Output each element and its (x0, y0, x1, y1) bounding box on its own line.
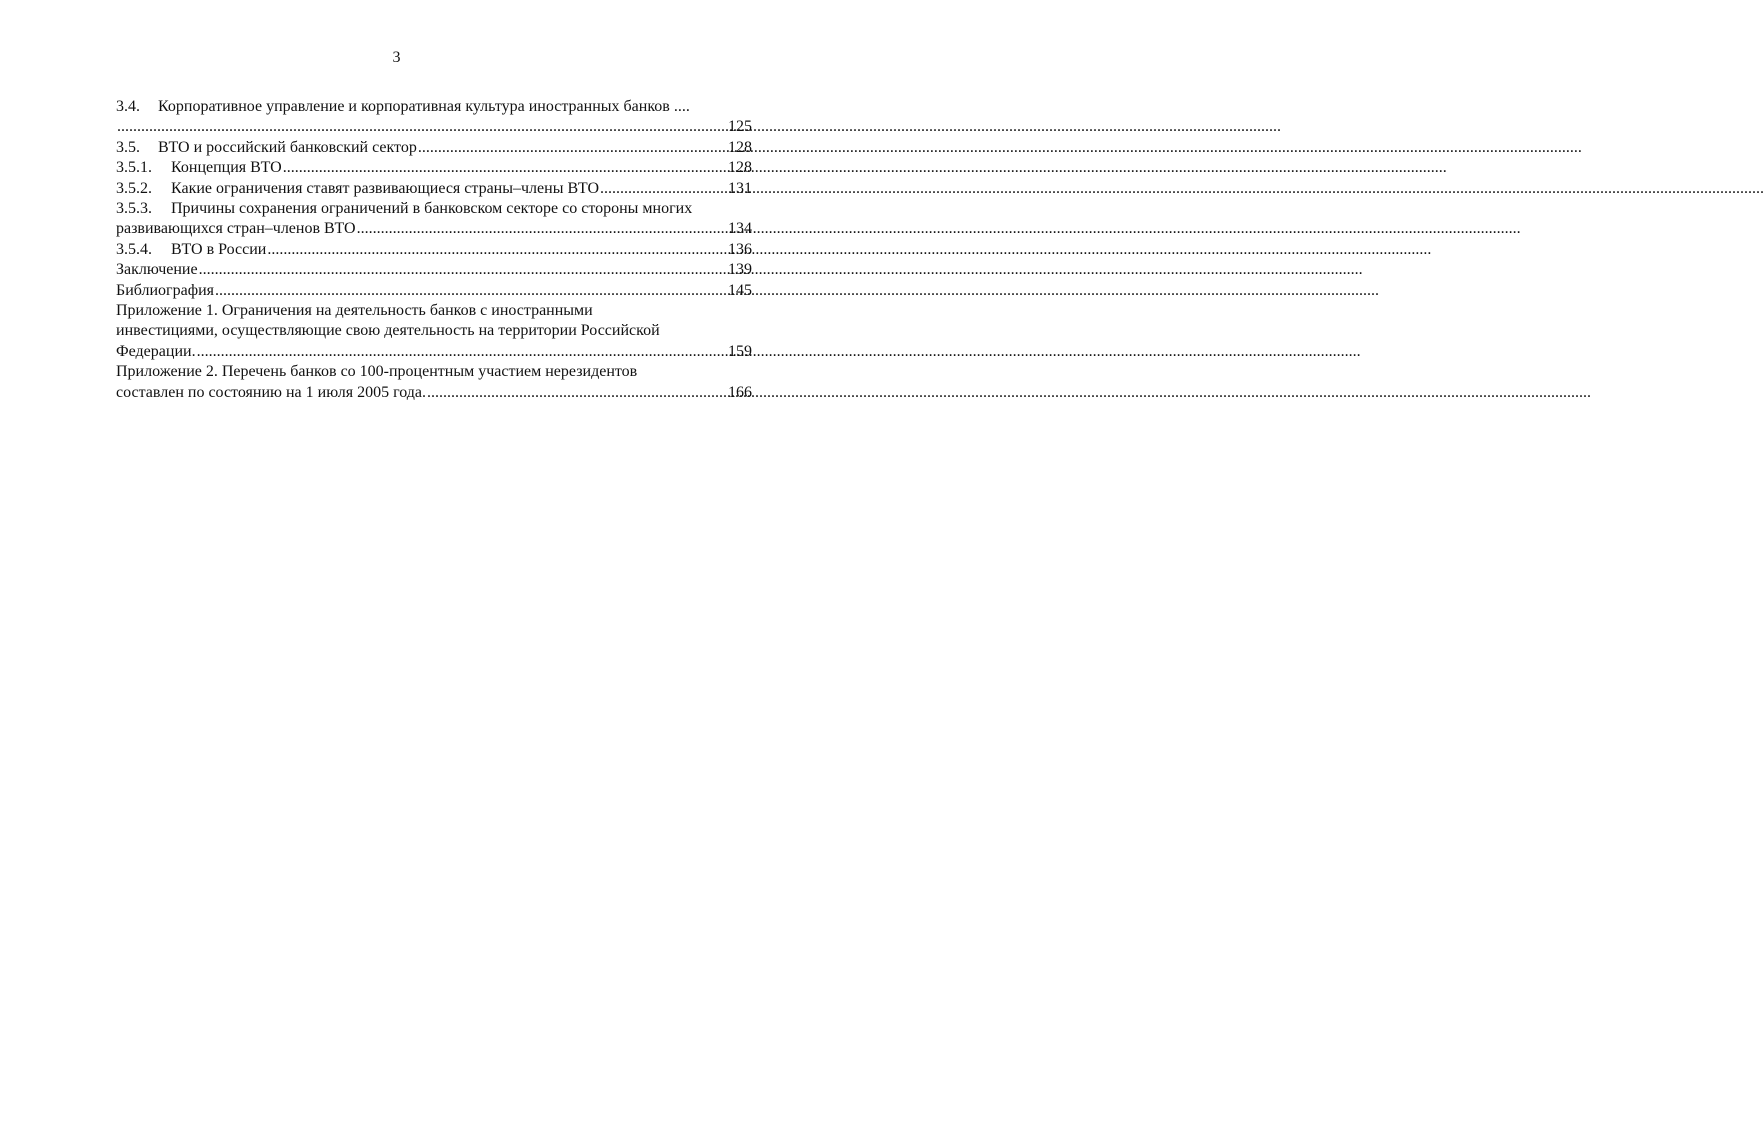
dot-leader (116, 117, 728, 137)
dot-leader (282, 158, 728, 178)
toc-entry-page: 128 (728, 159, 752, 177)
toc-entry-bibliography (116, 281, 752, 301)
dot-leader (599, 179, 728, 199)
table-of-contents (116, 97, 752, 403)
toc-entry-page: 128 (728, 138, 752, 156)
toc-entry-title: Библиография (116, 281, 214, 299)
dot-leader (417, 138, 728, 158)
toc-entry-title-continued: составлен по состоянию на 1 июля 2005 года. (116, 383, 427, 401)
toc-entry-3-5-2 (116, 179, 752, 199)
toc-entry-3-4 (116, 97, 752, 138)
page-number: 3 (392, 49, 401, 66)
toc-entry-page: 131 (728, 179, 752, 197)
toc-entry-title: Корпоративное управление и корпоративная культура иностранных банков .... (158, 98, 690, 115)
dot-leader (198, 260, 728, 280)
toc-entry-page: 139 (728, 261, 752, 279)
toc-entry-title: Причины сохранения ограничений в банковском секторе со стороны многих (171, 200, 693, 218)
toc-entry-number: 3.5.3. (116, 200, 152, 218)
dot-leader (356, 219, 728, 239)
toc-entry-3-5-3 (116, 199, 752, 240)
dot-leader (214, 281, 728, 301)
toc-entry-page: 125 (728, 118, 752, 136)
toc-entry-3-5-1 (116, 158, 752, 178)
document-page (0, 0, 793, 1137)
toc-entry-title-continued: Федерации. (116, 342, 196, 360)
dot-leader (426, 383, 728, 403)
toc-entry-page: 136 (728, 240, 752, 258)
toc-entry-number: 3.5.2. (116, 179, 152, 197)
dot-leader (196, 342, 728, 362)
toc-entry-page: 166 (728, 383, 752, 401)
toc-entry-page: 145 (728, 281, 752, 299)
dot-leader (266, 240, 728, 260)
toc-entry-number: 3.4. (116, 98, 140, 115)
toc-entry-title-continued: развивающихся стран–членов ВТО (116, 220, 356, 238)
toc-entry-conclusion (116, 260, 752, 280)
toc-entry-title: Приложение 1. Ограничения на деятельность банков с иностранными (116, 302, 593, 320)
toc-entry-page: 159 (728, 342, 752, 360)
toc-entry-title: ВТО и российский банковский сектор (158, 138, 417, 156)
toc-entry-3-5-4 (116, 240, 752, 260)
toc-entry-title: Заключение (116, 261, 198, 279)
toc-entry-appendix-2 (116, 362, 752, 403)
toc-entry-title: Какие ограничения ставят развивающиеся страны–члены ВТО (171, 179, 600, 197)
toc-entry-appendix-1 (116, 301, 752, 362)
toc-entry-title: Приложение 2. Перечень банков со 100-процентным участием нерезидентов (116, 363, 638, 381)
toc-entry-number: 3.5.1. (116, 159, 152, 177)
toc-entry-number: 3.5.4. (116, 240, 152, 258)
toc-entry-title: Концепция ВТО (171, 159, 282, 177)
toc-entry-title: ВТО в России (171, 240, 267, 258)
toc-entry-3-5 (116, 138, 752, 158)
toc-entry-number: 3.5. (116, 138, 140, 156)
toc-entry-title-continued: инвестициями, осуществляющие свою деятельность на территории Российской (116, 322, 660, 340)
toc-entry-page: 134 (728, 220, 752, 238)
